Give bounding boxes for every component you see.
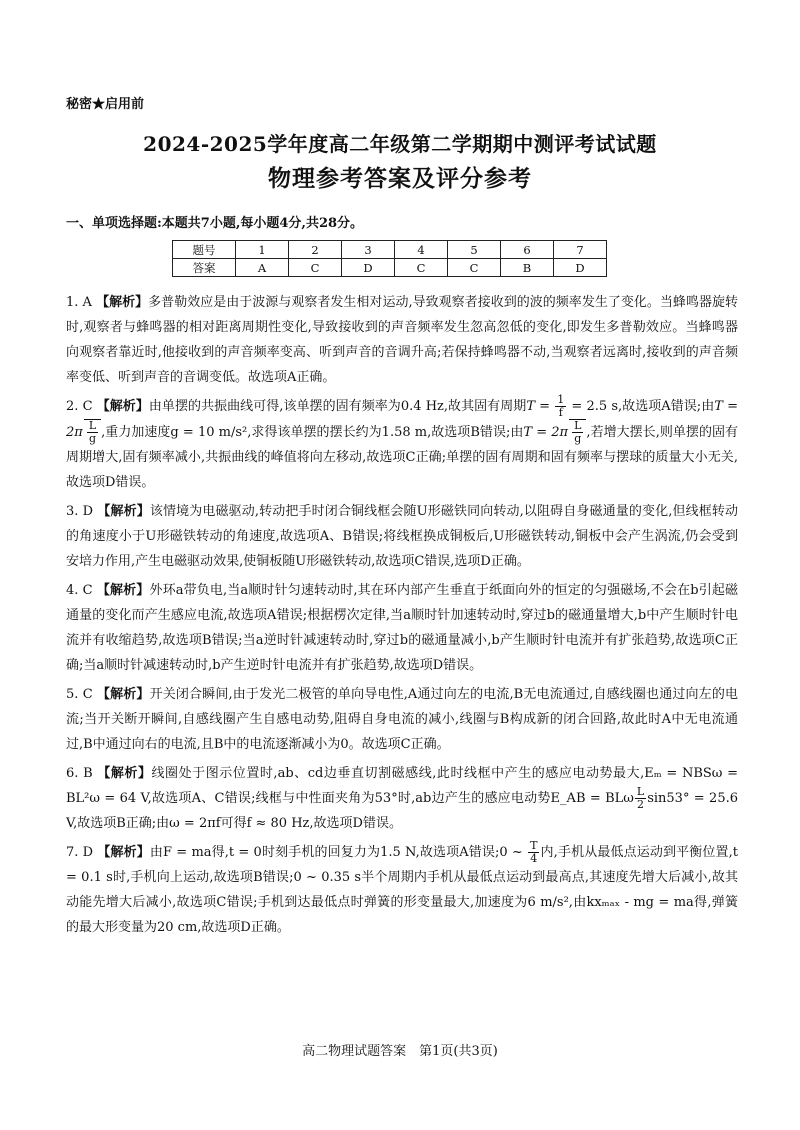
- analysis-tag: 【解析】: [97, 845, 150, 860]
- item-number: 3. D: [66, 504, 94, 519]
- formula-value: = 2.5 s: [567, 399, 618, 414]
- formula-period: T =: [526, 399, 555, 414]
- item-number: 1. A: [66, 295, 92, 310]
- section-heading: 一、单项选择题:本题共7小题,每小题4分,共28分。: [66, 216, 364, 231]
- solution-item-1: [66, 290, 738, 390]
- solution-item-3: [66, 499, 738, 574]
- item-text: ,若增大摆长,则单摆的固有周期增大,固有频率减小,共振曲线的峰值将向左移动,故选项C正确;单摆的固有周期和固有频率与摆球的质量大小无关,故选项D错误。: [66, 425, 738, 490]
- item-text: 多普勒效应是由于波源与观察者发生相对运动,导致观察者接收到的波的频率发生了变化。当蜂鸣器旋转时,观察者与蜂鸣器的相对距离周期性变化,导致接收到的声音频率发生忽高忽低的变化,即发生多普勒效应。当蜂鸣器向观察者靠近时,他接收到的声音频率变高、听到声音的音调升高;若保持蜂鸣器不动,当观察者远离时,接收到的声音频率变低、听到声音的音调变低。故选项A正确。: [66, 295, 738, 385]
- denominator: g: [574, 432, 582, 445]
- item-text: ,故选项A错误;由: [618, 399, 715, 414]
- numerator: T: [530, 839, 538, 852]
- item-number: 2. C: [66, 399, 93, 414]
- question-number-cell: 5: [448, 241, 501, 259]
- answer-cell: C: [448, 259, 501, 277]
- answer-cell: D: [554, 259, 607, 277]
- fraction-t-over-4: [528, 840, 539, 865]
- item-text: 该情境为电磁驱动,转动把手时闭合铜线框会随U形磁铁同向转动,以阻碍自身磁通量的变化,但线框转动的角速度小于U形磁铁转动的角速度,故选项A、B错误;将线框换成铜板后,U形磁铁转动,铜板中会产生涡流,仍会受到安培力作用,产生电磁驱动效果,使铜板随U形磁铁转动,故选项C错误,选项D正确。: [66, 504, 738, 569]
- solutions-list: [66, 290, 738, 944]
- solution-item-5: [66, 682, 738, 757]
- analysis-tag: 【解析】: [96, 399, 149, 414]
- item-text: 外环a带负电,当a顺时针匀速转动时,其在环内部产生垂直于纸面向外的恒定的匀强磁场,不会在b引起磁通量的变化而产生感应电流,故选项A错误;根据楞次定律,当a顺时针加速转动时,穿过b的磁通量增大,b中产生顺时针电流并有收缩趋势,故选项B错误;当a逆时针减速转动时,穿过b的磁通量减小,b产生顺时针电流并有扩张趋势,故选项C正确;当a顺时针减速转动时,b产生逆时针电流并有扩张趋势,故选项D错误。: [66, 583, 738, 673]
- analysis-tag: 【解析】: [96, 687, 150, 702]
- item-number: 7. D: [66, 845, 94, 860]
- sqrt-l-over-g: [569, 419, 586, 445]
- analysis-tag: 【解析】: [97, 766, 152, 781]
- item-text: 开关闭合瞬间,由于发光二极管的单向导电性,A通过向左的电流,B无电流通过,自感线圈也通过向左的电流;当开关断开瞬间,自感线圈产生自感电动势,阻碍自身电流的减小,线圈与B构成新的闭合回路,故此时A中无电流通过,B中通过向右的电流,且B中的电流逐渐减小为0。故选项C正确。: [66, 687, 738, 752]
- row-label-answer: 答案: [173, 259, 236, 277]
- denominator: g: [88, 432, 96, 445]
- formula-pendulum: T = 2π: [523, 425, 569, 440]
- question-number-cell: 7: [554, 241, 607, 259]
- answer-table-number-row: [173, 241, 607, 259]
- sqrt-l-over-g: [84, 419, 101, 445]
- question-number-cell: 2: [289, 241, 342, 259]
- answer-table-answer-row: [173, 259, 607, 277]
- document-title: 物理参考答案及评分参考: [268, 165, 532, 192]
- fraction-l-over-g: [572, 420, 583, 445]
- item-text: sin53° = 25.6 V,故选项B正确;由ω = 2πf可得f ≈ 80 Hz,故选项D错误。: [66, 791, 738, 831]
- answer-cell: C: [289, 259, 342, 277]
- fraction-l-over-g: [87, 420, 98, 445]
- page-footer: 高二物理试题答案 第1页(共3页): [302, 1044, 498, 1059]
- fraction-l-over-2: [635, 786, 646, 811]
- numerator: L: [636, 785, 645, 798]
- item-text: ,重力加速度g = 10 m/s²,求得该单摆的摆长约为1.58 m,故选项B错误;由: [101, 425, 524, 440]
- analysis-tag: 【解析】: [96, 583, 150, 598]
- question-number-cell: 4: [395, 241, 448, 259]
- item-number: 4. C: [66, 583, 93, 598]
- denominator: f: [558, 406, 563, 419]
- formula-pendulum: T = 2π: [66, 399, 739, 440]
- question-number-cell: 6: [501, 241, 554, 259]
- exam-title: 2024-2025学年度高二年级第二学期期中测评考试试题: [143, 132, 657, 156]
- question-number-cell: 1: [236, 241, 289, 259]
- answer-cell: A: [236, 259, 289, 277]
- fraction-1-over-f: [555, 394, 566, 419]
- denominator: 2: [637, 798, 645, 811]
- solution-item-7: [66, 840, 738, 940]
- numerator: 1: [557, 393, 565, 406]
- row-label-number: 题号: [173, 241, 236, 259]
- analysis-tag: 【解析】: [97, 504, 150, 519]
- item-text: 内,手机从最低点运动到平衡位置,t = 0.1 s时,手机向上运动,故选项B错误;0 ~ 0.35 s半个周期内手机从最低点运动到最高点,其速度先增大后减小,故其动能先增大后减小,故选项C错误;手机到达最低点时弹簧的形变量最大,加速度为6 m/s²,由kxₘₐₓ - mg = ma得,弹簧的最大形变量为20 cm,故选项D正确。: [66, 845, 738, 935]
- item-text: 由F = ma得,t = 0时刻手机的回复力为1.5 N,故选项A错误;0 ~: [149, 845, 528, 860]
- denominator: 4: [530, 852, 538, 865]
- answer-cell: C: [395, 259, 448, 277]
- answer-cell: B: [501, 259, 554, 277]
- numerator: L: [574, 419, 582, 432]
- confidential-mark: 秘密★启用前: [66, 97, 145, 112]
- item-text: 线圈处于图示位置时,ab、cd边垂直切割磁感线,此时线框中产生的感应电动势最大,Eₘ = NBSω = BL²ω = 64 V,故选项A、C错误;线框与中性面夹角为53°时,ab边产生的感应电动势E_AB = BLω: [66, 766, 738, 806]
- item-number: 5. C: [66, 687, 93, 702]
- solution-item-6: [66, 761, 738, 836]
- question-number-cell: 3: [342, 241, 395, 259]
- item-number: 6. B: [66, 766, 93, 781]
- analysis-tag: 【解析】: [96, 295, 149, 310]
- answer-table: [172, 240, 607, 277]
- solution-item-4: [66, 578, 738, 678]
- answer-cell: D: [342, 259, 395, 277]
- numerator: L: [88, 419, 97, 432]
- item-text: 由单摆的共振曲线可得,该单摆的固有频率为0.4 Hz,故其固有周期: [148, 399, 527, 414]
- solution-item-2: [66, 394, 738, 495]
